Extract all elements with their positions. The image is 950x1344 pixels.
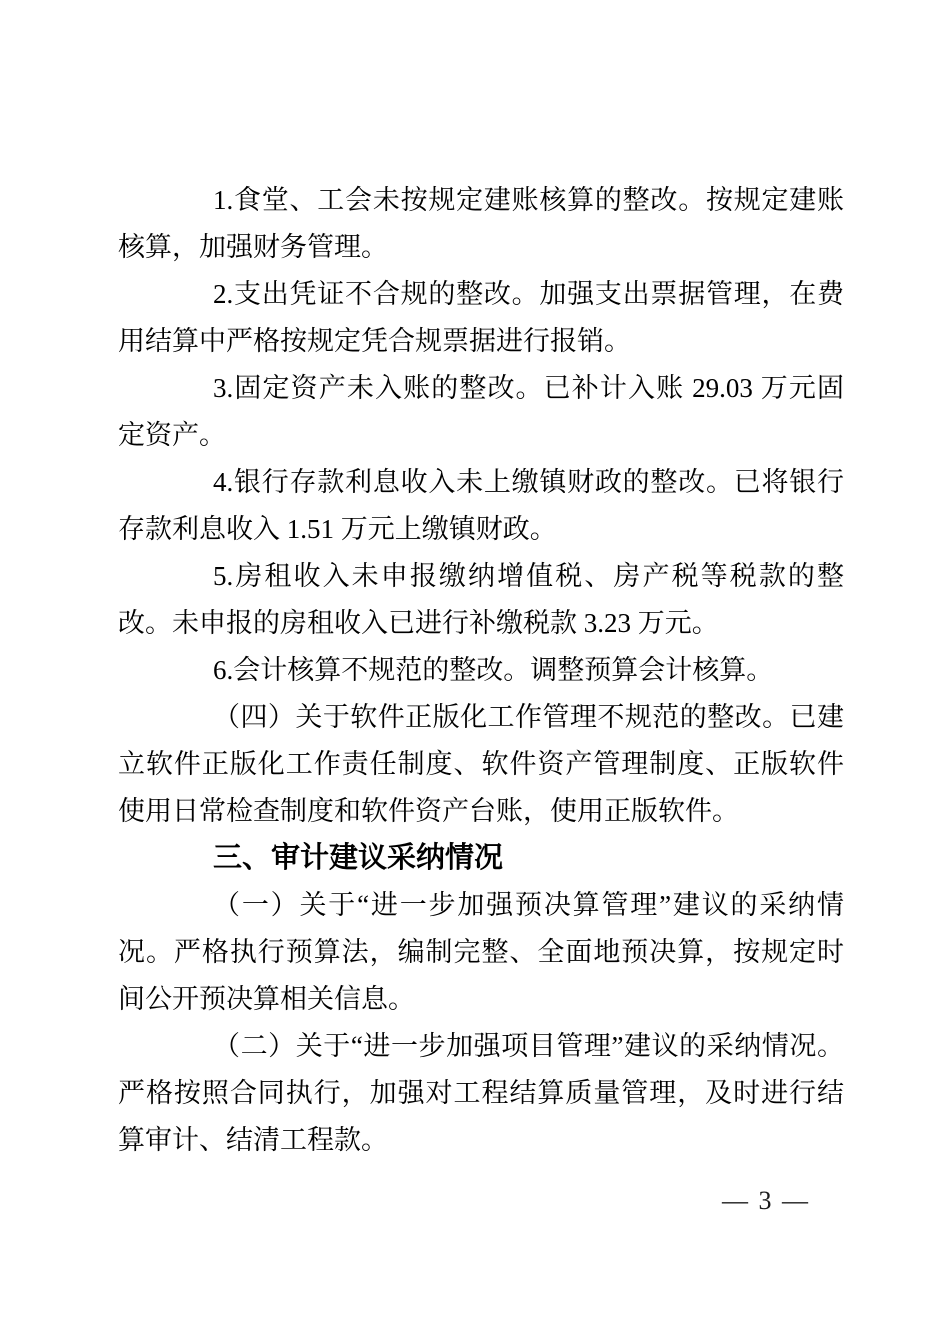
paragraph-budget-management-suggestion: （一）关于“进一步加强预决算管理”建议的采纳情况。严格执行预算法，编制完整、全面地预决算，按规定时间公开预决算相关信息。 — [118, 890, 844, 1014]
paragraph-expense-vouchers: 2.支出凭证不合规的整改。加强支出票据管理，在费用结算中严格按规定凭合规票据进行报销。 — [118, 279, 844, 356]
paragraph-canteen-union-accounting: 1.食堂、工会未按规定建账核算的整改。按规定建账核算，加强财务管理。 — [118, 185, 844, 262]
paragraph-rent-tax: 5.房租收入未申报缴纳增值税、房产税等税款的整改。未申报的房租收入已进行补缴税款 3.23 万元。 — [118, 561, 844, 638]
paragraph-project-management-suggestion: （二）关于“进一步加强项目管理”建议的采纳情况。严格按照合同执行，加强对工程结算质量管理，及时进行结算审计、结清工程款。 — [118, 1031, 844, 1155]
section-heading-audit-suggestions: 三、审计建议采纳情况 — [213, 842, 504, 874]
document-body — [118, 177, 844, 1164]
paragraph-software-legalization: （四）关于软件正版化工作管理不规范的整改。已建立软件正版化工作责任制度、软件资产管理制度、正版软件使用日常检查制度和软件资产台账，使用正版软件。 — [118, 702, 844, 826]
paragraph-bank-interest: 4.银行存款利息收入未上缴镇财政的整改。已将银行存款利息收入 1.51 万元上缴镇财政。 — [118, 467, 844, 544]
paragraph-accounting-standards: 6.会计核算不规范的整改。调整预算会计核算。 — [213, 655, 774, 685]
page-number: — 3 — — [722, 1186, 810, 1215]
paragraph-fixed-assets: 3.固定资产未入账的整改。已补计入账 29.03 万元固定资产。 — [118, 373, 844, 450]
